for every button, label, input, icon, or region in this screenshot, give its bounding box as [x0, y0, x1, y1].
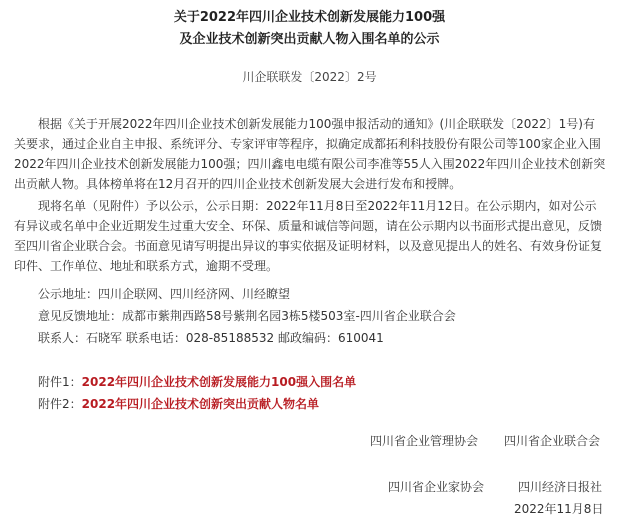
document-number: 川企联联发〔2022〕2号: [242, 70, 377, 84]
attachment-2-link[interactable]: 2022年四川企业技术创新突出贡献人物名单: [81, 397, 320, 411]
document-title-line1: 关于2022年四川企业技术创新发展能力100强: [173, 10, 446, 25]
signature-org-1: 四川省企业管理协会: [370, 434, 479, 448]
document-date: 2022年11月8日: [514, 502, 604, 516]
attachment-2: [38, 394, 319, 414]
attachment-2-label: 附件2：: [38, 397, 82, 411]
signature-org-4: 四川经济日报社: [518, 480, 603, 494]
attachment-1-link[interactable]: 2022年四川企业技术创新发展能力100强入围名单: [81, 375, 357, 389]
body-paragraph-2: 现将名单（见附件）予以公示，公示日期：2022年11月8日至2022年11月12日。在公示期内，如对公示有异议或名单中企业近期发生过重大安全、环保、质量和诚信等问题，请在公示期内以书面形式提出意见，反馈至四川省企业联合会。书面意见请写明提出异议的事实依据及证明材料，以及意见提出人的姓名、有效身份证复印件、工作单位、地址和联系方式，逾期不受理。: [14, 199, 603, 273]
attachment-1: [38, 372, 356, 392]
signature-org-2: 四川省企业联合会: [504, 434, 601, 448]
signature-org-3: 四川省企业家协会: [388, 480, 485, 494]
document-title-line2: 及企业技术创新突出贡献人物入围名单的公示: [179, 32, 440, 47]
attachment-1-label: 附件1：: [38, 375, 82, 389]
publicity-address-line: 公示地址：四川企联网、四川经济网、川经瞭望: [38, 287, 291, 301]
body-paragraph-1: 根据《关于开展2022年四川企业技术创新发展能力100强申报活动的通知》(川企联联发〔2022〕1号)有关要求，通过企业自主申报、系统评分、专家评审等程序，拟确定成都拓利科技股份有限公司等100家企业入围2022年四川企业技术创新发展能力100强；四川鑫电电缆有限公司李准等55人入围2022年四川企业技术创新突出贡献人物。具体榜单将在12月召开的四川企业技术创新发展大会进行发布和授牌。: [14, 117, 606, 191]
feedback-address-line: 意见反馈地址：成都市紫荆西路58号紫荆名园3栋5楼503室-四川省企业联合会: [38, 309, 456, 323]
contact-line: 联系人：石晓军 联系电话：028-85188532 邮政编码：610041: [38, 331, 384, 345]
